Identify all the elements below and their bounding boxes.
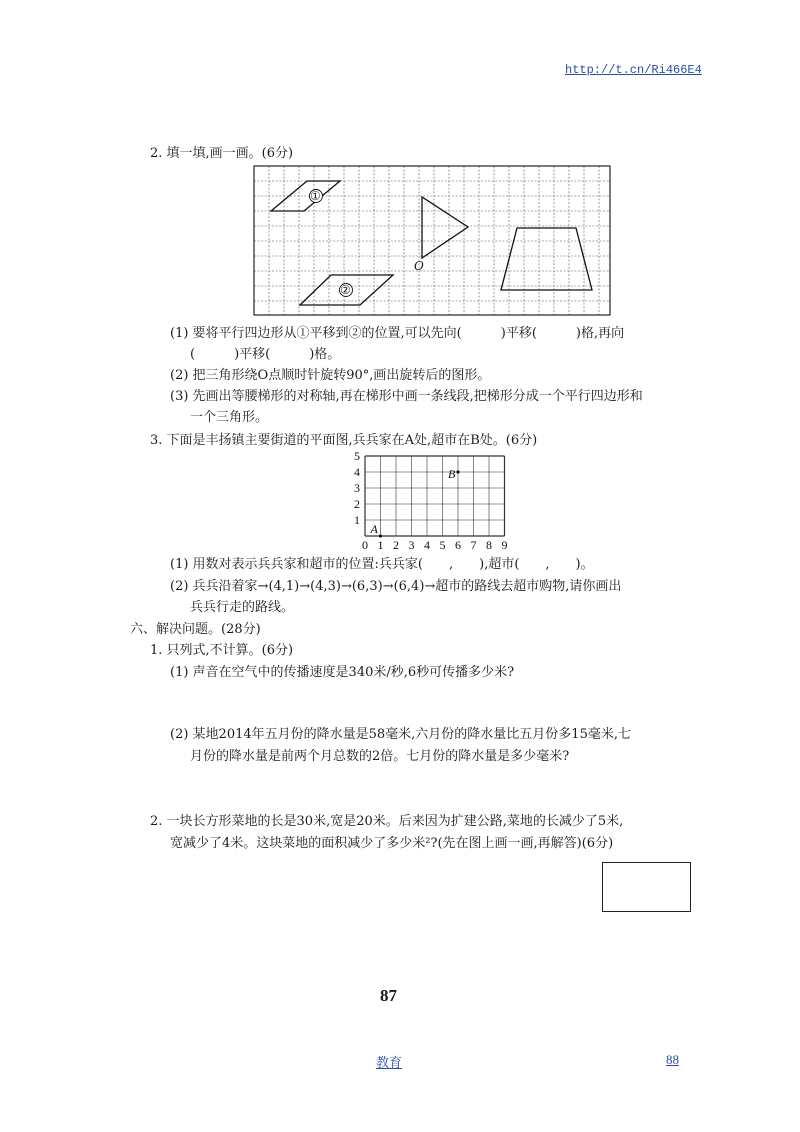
- page-number: 87: [380, 986, 397, 1005]
- q3-line-1: (1) 用数对表示兵兵家和超市的位置:兵兵家( , ),超市( , )。: [170, 557, 594, 572]
- q3-line-2: (2) 兵兵沿着家→(4,1)→(4,3)→(6,3)→(6,4)→超市的路线去超市购物,请你画出: [170, 579, 622, 594]
- x-tick-label: 0: [362, 538, 368, 552]
- x-tick-label: 2: [393, 538, 399, 552]
- isosceles-trapezoid: [501, 228, 592, 290]
- x-tick-label: 3: [408, 538, 415, 552]
- s6-q1-1: (1) 声音在空气中的传播速度是340米/秒,6秒可传播多少米?: [170, 665, 515, 680]
- section6-title: 六、解决问题。(28分): [130, 622, 261, 637]
- q3-line-3: 兵兵行走的路线。: [190, 600, 295, 615]
- street-grid-map: [345, 449, 525, 552]
- s6-q1-title: 1. 只列式,不计算。(6分): [150, 643, 294, 658]
- x-tick-label: 9: [501, 538, 508, 552]
- q3-title: 3. 下面是丰扬镇主要街道的平面图,兵兵家在A处,超市在B处。(6分): [150, 433, 538, 448]
- y-tick-label: 5: [354, 449, 360, 463]
- point-O-label: O: [414, 259, 424, 273]
- triangle: [422, 197, 468, 258]
- q2-line-4: (3) 先画出等腰梯形的对称轴,再在梯形中画一条线段,把梯形分成一个平行四边形和: [170, 389, 643, 404]
- x-tick-label: 6: [455, 538, 461, 552]
- q2-line-3: (2) 把三角形绕O点顺时针旋转90°,画出旋转后的图形。: [170, 368, 491, 383]
- footer-right-link[interactable]: 88: [666, 1052, 679, 1067]
- point-a-label: A: [370, 522, 378, 536]
- point-b-label: B: [448, 467, 456, 481]
- point-a-marker: [379, 534, 382, 537]
- header-url-link[interactable]: http://t.cn/Ri466E4: [565, 63, 702, 77]
- x-tick-label: 7: [470, 538, 477, 552]
- s6-q2-b: 宽减少了4米。这块菜地的面积减少了多少米²?(先在图上画一画,再解答)(6分): [170, 836, 614, 851]
- y-tick-label: 4: [354, 465, 360, 479]
- s6-q2-a: 2. 一块长方形菜地的长是30米,宽是20米。后来因为扩建公路,菜地的长减少了5米,: [150, 814, 624, 829]
- y-tick-label: 3: [354, 481, 360, 495]
- q2-grid-figure: [254, 166, 610, 315]
- point-b-marker: [456, 470, 459, 473]
- y-tick-label: 2: [354, 497, 360, 511]
- shape-label-2: ②: [340, 283, 351, 297]
- s6-q1-2b: 月份的降水量是前两个月总数的2倍。七月份的降水量是多少毫米?: [190, 749, 570, 764]
- q2-line-5: 一个三角形。: [190, 410, 269, 425]
- footer-left-link[interactable]: 教育: [376, 1055, 403, 1070]
- q2-title: 2. 填一填,画一画。(6分): [150, 146, 294, 161]
- shape-label-1: ①: [310, 189, 321, 203]
- x-tick-label: 5: [439, 538, 446, 552]
- x-tick-label: 4: [424, 538, 430, 552]
- q2-line-1: (1) 要将平行四边形从①平移到②的位置,可以先向( )平移( )格,再向: [170, 326, 625, 341]
- x-tick-label: 8: [486, 538, 492, 552]
- rectangle-drawing-box[interactable]: [602, 862, 691, 912]
- q2-line-2: ( )平移( )格。: [190, 347, 341, 362]
- s6-q1-2a: (2) 某地2014年五月份的降水量是58毫米,六月份的降水量比五月份多15毫米,七: [170, 727, 631, 742]
- x-tick-label: 1: [377, 538, 384, 552]
- y-tick-label: 1: [354, 513, 360, 527]
